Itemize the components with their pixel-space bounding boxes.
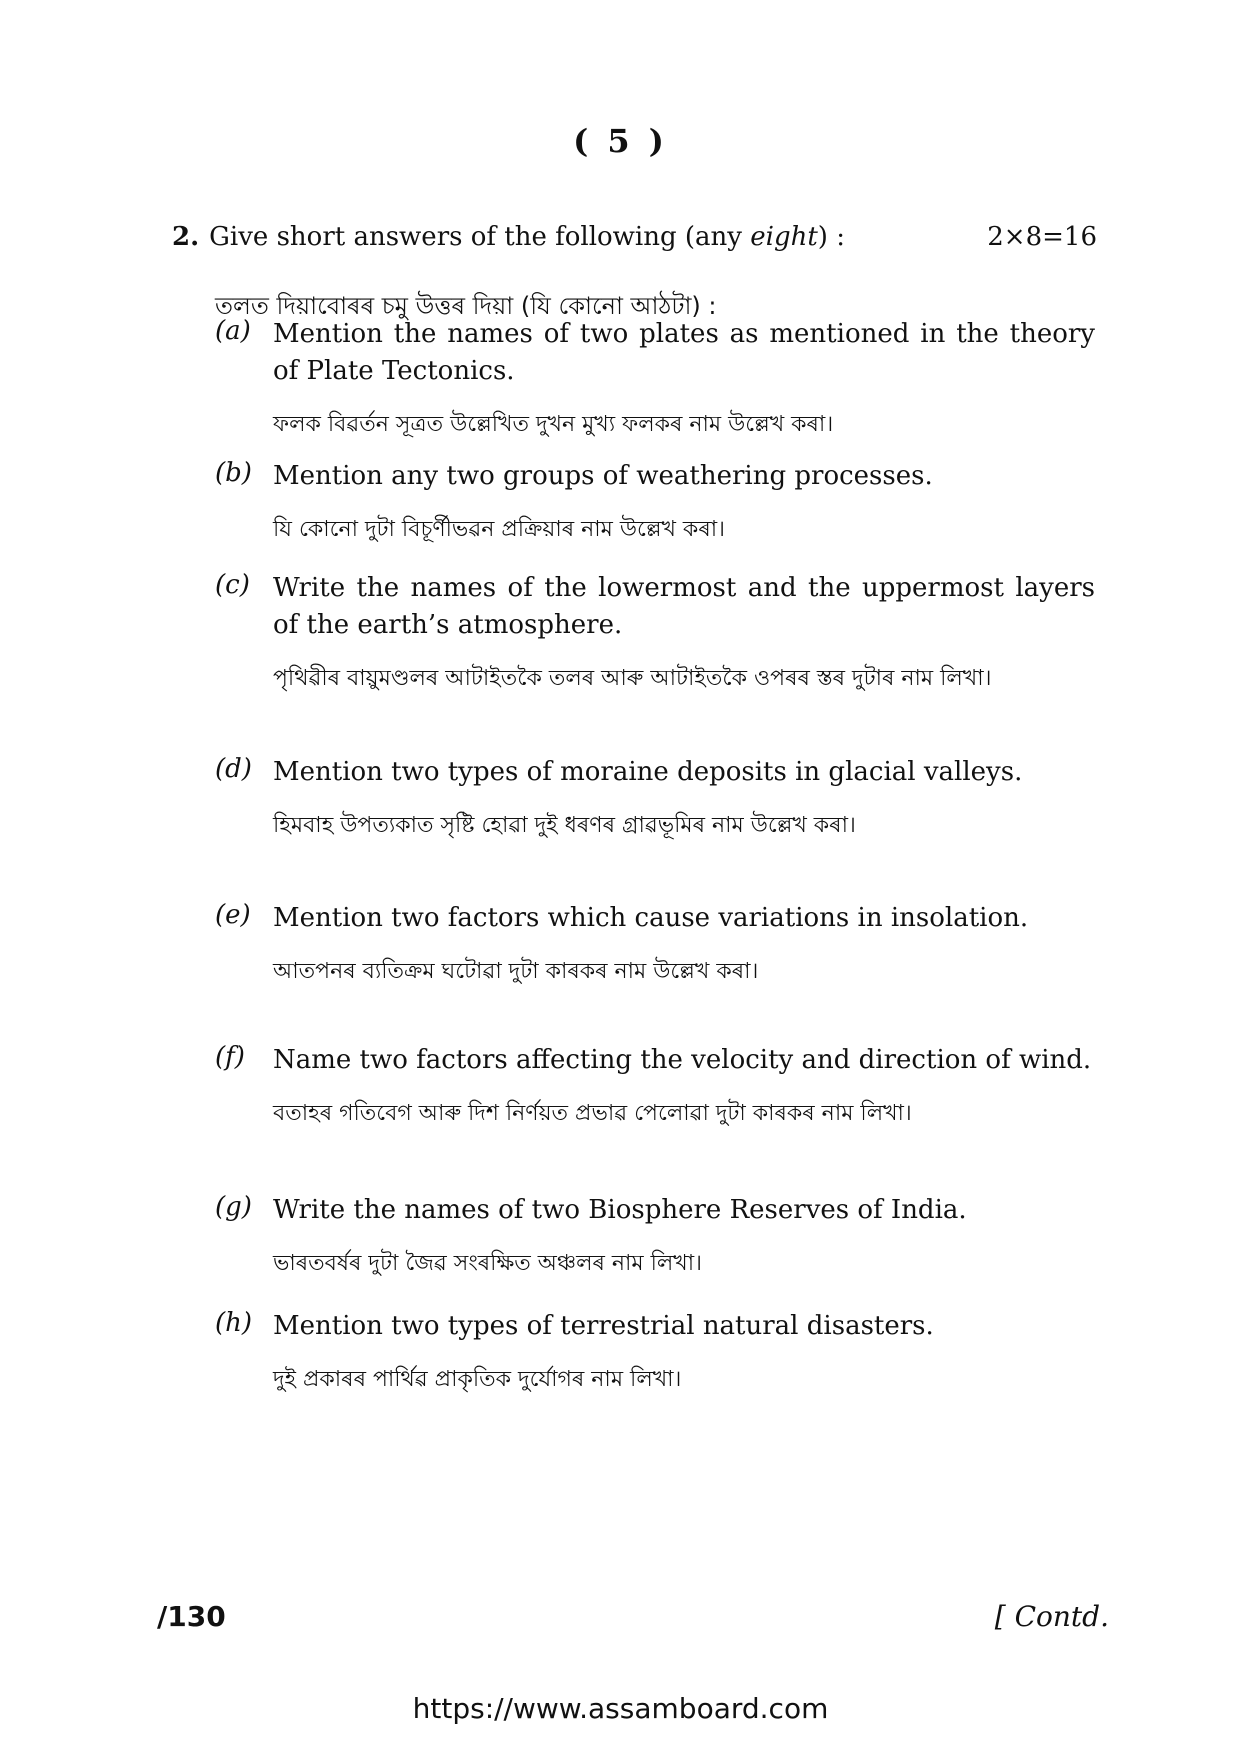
sub-question-english: Write the names of the lowermost and the uppermost layers of the earth’s atmosphere. <box>273 573 1095 640</box>
sub-question-assamese: ফলক বিৱৰ্তন সূত্ৰত উল্লেখিত দুখন মুখ্য ফলকৰ নাম উল্লেখ কৰা। <box>273 412 834 437</box>
question-text-after: ) : <box>817 222 845 252</box>
source-url: https://www.assamboard.com <box>412 1692 829 1725</box>
sub-question-e <box>215 900 1095 993</box>
sub-question-label: (d) <box>215 754 252 784</box>
sub-question-label: (f) <box>215 1042 245 1072</box>
page-number: ( 5 ) <box>573 122 668 160</box>
sub-question-g <box>215 1192 1095 1285</box>
sub-question-assamese: দুই প্ৰকাৰৰ পাৰ্থিৱ প্ৰাকৃতিক দুৰ্যোগৰ নাম লিখা। <box>273 1367 682 1392</box>
question-text-emphasis: eight <box>750 222 818 252</box>
sub-question-english: Name two factors affecting the velocity and direction of wind. <box>273 1045 1092 1075</box>
question-header <box>172 222 1097 252</box>
continued-marker: [ Contd. <box>994 1600 1109 1633</box>
sub-question-label: (e) <box>215 900 251 930</box>
question-marks: 2×8=16 <box>987 222 1097 252</box>
sub-question-english: Mention two types of moraine deposits in glacial valleys. <box>273 757 1023 787</box>
sub-question-label: (c) <box>215 570 250 600</box>
sub-question-english: Mention two factors which cause variations in insolation. <box>273 903 1029 933</box>
sub-question-assamese: হিমবাহ উপত্যকাত সৃষ্টি হোৱা দুই ধৰণৰ গ্ৰাৱভূমিৰ নাম উল্লেখ কৰা। <box>273 813 856 838</box>
sub-question-b <box>215 458 1095 551</box>
paper-code: /130 <box>157 1600 226 1633</box>
sub-question-assamese: আতপনৰ ব্যতিক্ৰম ঘটোৱা দুটা কাৰকৰ নাম উল্লেখ কৰা। <box>273 959 759 984</box>
sub-question-assamese: ভাৰতবৰ্ষৰ দুটা জৈৱ সংৰক্ষিত অঞ্চলৰ নাম লিখা। <box>273 1251 702 1276</box>
sub-question-label: (g) <box>215 1192 252 1222</box>
question-text-before: Give short answers of the following (any <box>209 222 751 252</box>
sub-question-assamese: পৃথিৱীৰ বায়ুমণ্ডলৰ আটাইতকৈ তলৰ আৰু আটাইতকৈ ওপৰৰ স্তৰ দুটাৰ নাম লিখা। <box>273 666 992 691</box>
sub-question-english: Write the names of two Biosphere Reserves of India. <box>273 1195 967 1225</box>
sub-question-assamese: যি কোনো দুটা বিচূৰ্ণীভৱন প্ৰক্ৰিয়াৰ নাম উল্লেখ কৰা। <box>273 517 725 542</box>
sub-question-a <box>215 316 1095 446</box>
sub-question-label: (b) <box>215 458 252 488</box>
sub-question-assamese: বতাহৰ গতিবেগ আৰু দিশ নিৰ্ণয়ত প্ৰভাৱ পেলোৱা দুটা কাৰকৰ নাম লিখা। <box>273 1101 912 1126</box>
sub-question-english: Mention the names of two plates as mentioned in the theory of Plate Tectonics. <box>273 319 1095 386</box>
sub-question-english: Mention any two groups of weathering processes. <box>273 461 933 491</box>
sub-question-d <box>215 754 1095 847</box>
question-instruction-assamese: তলত দিয়াবোৰৰ চমু উত্তৰ দিয়া (যি কোনো আঠটা) : <box>215 292 717 320</box>
sub-question-label: (h) <box>215 1308 253 1338</box>
sub-question-f <box>215 1042 1095 1135</box>
sub-question-h <box>215 1308 1095 1401</box>
sub-question-c <box>215 570 1095 700</box>
sub-question-english: Mention two types of terrestrial natural disasters. <box>273 1311 934 1341</box>
question-number: 2. <box>172 222 200 252</box>
sub-question-label: (a) <box>215 316 251 346</box>
